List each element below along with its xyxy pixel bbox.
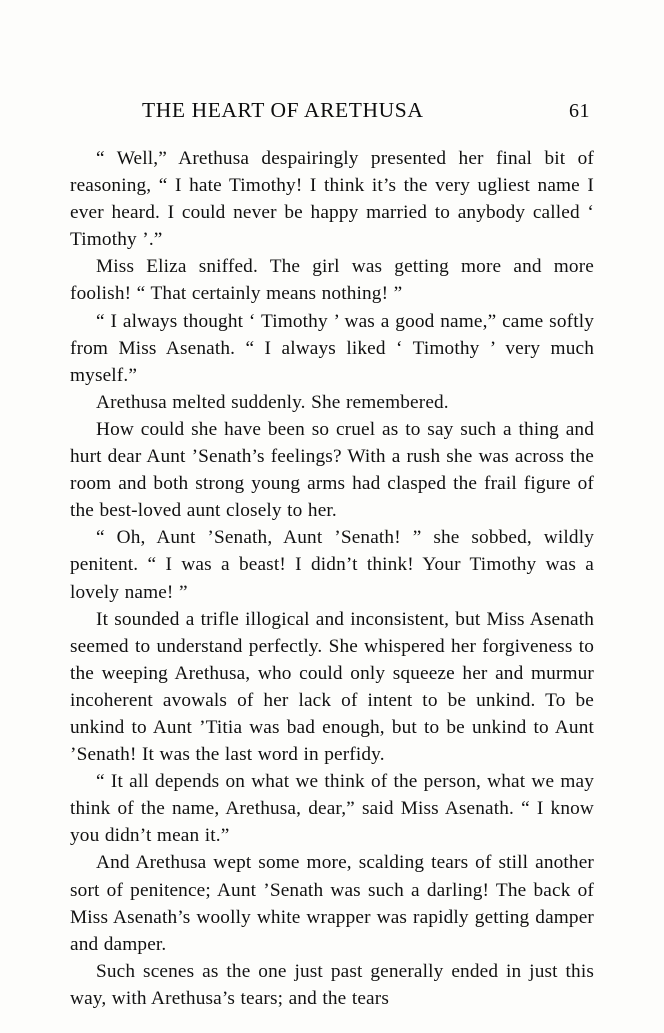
paragraph: “ It all depends on what we think of the person, what we may think of the name, Arethusa, dear,” said Miss Asenath. “ I know you didn’t mean it.” bbox=[70, 771, 594, 847]
paragraph: “ Well,” Arethusa despairingly presented her final bit of reasoning, “ I hate Timothy! I think it’s the very ugliest name I ever heard. I could never be happy married to anybody called ‘ Timothy ’.” bbox=[70, 148, 594, 251]
paragraph: “ I always thought ‘ Timothy ’ was a good name,” came softly from Miss Asenath. “ I always liked ‘ Timothy ’ very much myself.” bbox=[70, 310, 594, 386]
paragraph: Miss Eliza sniffed. The girl was getting more and more foolish! “ That certainly means nothing! ” bbox=[70, 256, 594, 305]
paragraph: Such scenes as the one just past generally ended in just this way, with Arethusa’s tears; and the tears bbox=[70, 960, 594, 1009]
page-content bbox=[70, 98, 594, 1012]
body-text bbox=[70, 145, 594, 1012]
paragraph: Arethusa melted suddenly. She remembered. bbox=[96, 391, 449, 413]
page-number: 61 bbox=[569, 100, 590, 122]
paragraph: How could she have been so cruel as to say such a thing and hurt dear Aunt ’Senath’s feelings? With a rush she was across the room and both strong young arms had clasped the frail figure of the best-loved aunt closely to her. bbox=[70, 418, 594, 522]
running-head bbox=[70, 98, 594, 123]
page-title: THE HEART OF ARETHUSA bbox=[142, 98, 424, 122]
paragraph: It sounded a trifle illogical and inconsistent, but Miss Asenath seemed to understand perfectly. She whispered her forgiveness to the weeping Arethusa, who could only squeeze her and murmur incoherent avowals of her lack of intent to be unkind. To be unkind to Aunt ’Titia was bad enough, but to be unkind to Aunt ’Senath! It was the last word in perfidy. bbox=[70, 608, 594, 766]
paragraph: And Arethusa wept some more, scalding tears of still another sort of penitence; Aunt ’Senath was such a darling! The back of Miss Asenath’s woolly white wrapper was rapidly getting damper and damper. bbox=[70, 852, 594, 955]
paragraph: “ Oh, Aunt ’Senath, Aunt ’Senath! ” she sobbed, wildly penitent. “ I was a beast! I didn’t think! Your Timothy was a lovely name! ” bbox=[70, 527, 594, 603]
